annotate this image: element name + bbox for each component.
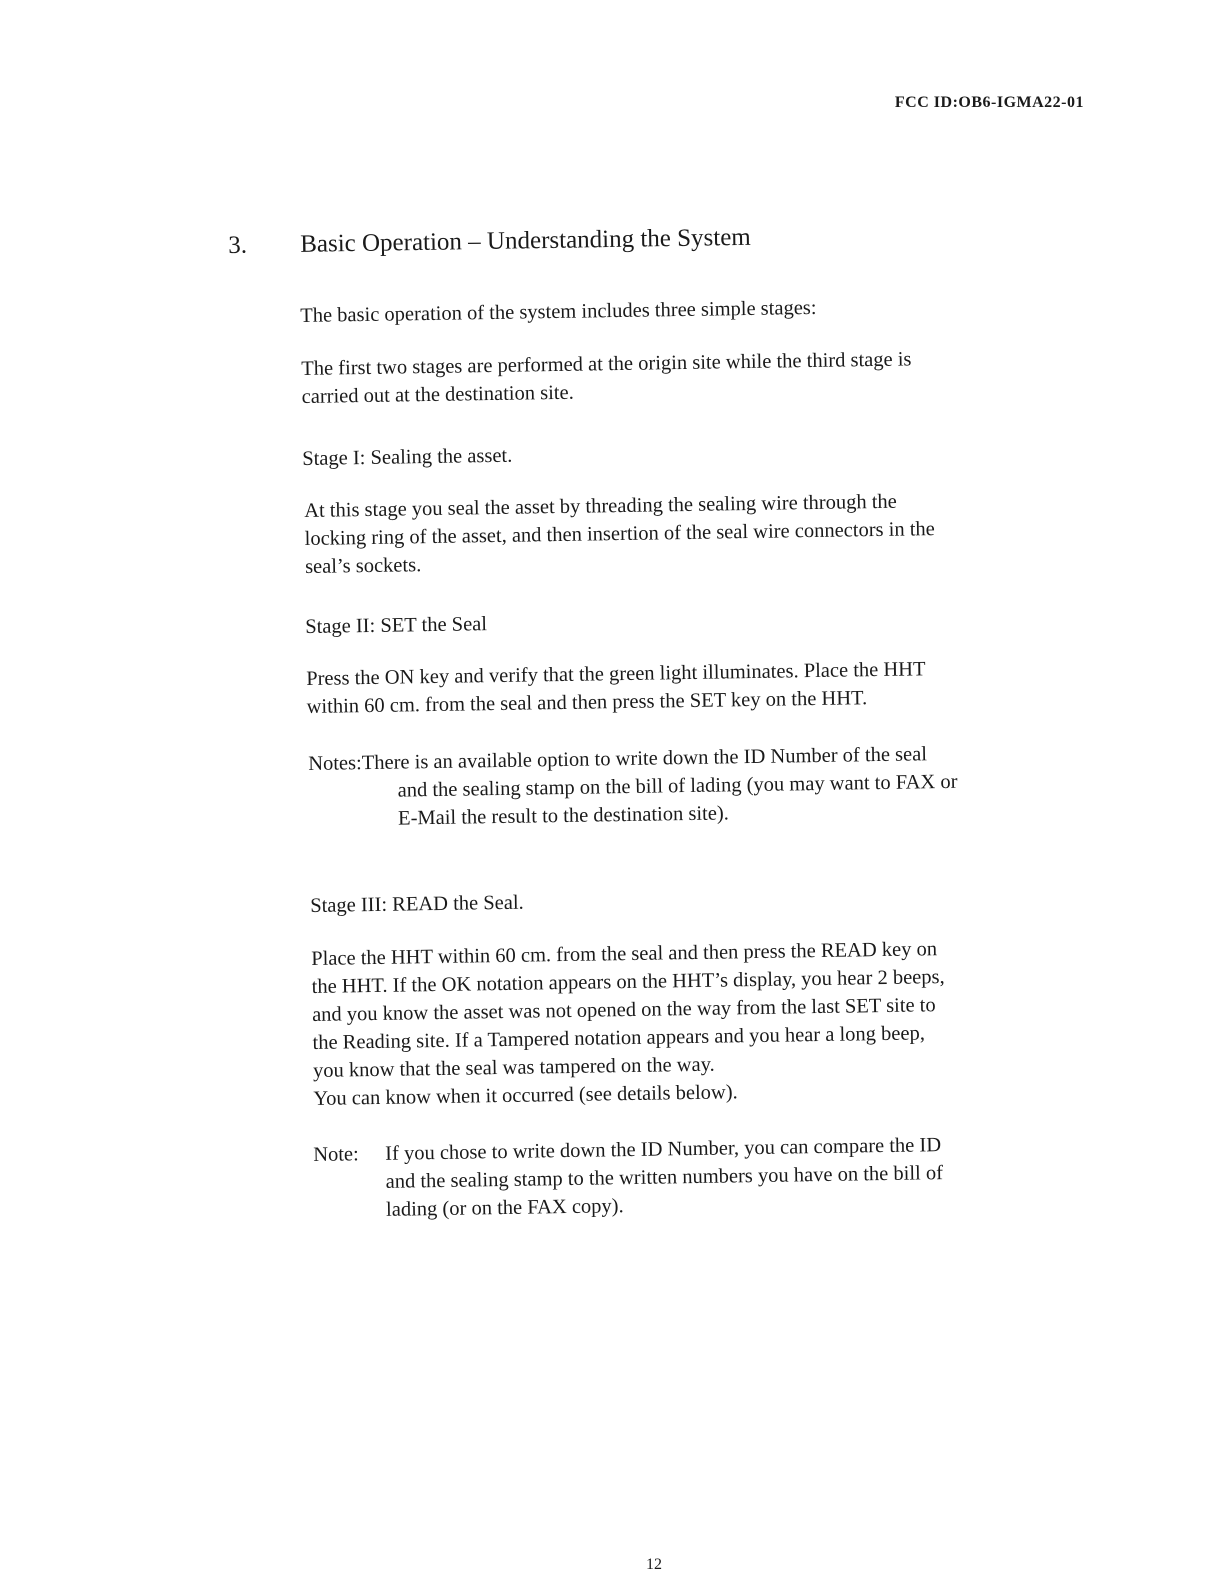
text-line: Stage I: Sealing the asset. (302, 444, 513, 470)
text-line: and the sealing stamp to the written numbers you have on the bill of (385, 1162, 944, 1193)
text-line: and the sealing stamp on the bill of lading (you may want to FAX or (397, 770, 958, 802)
stage2-heading (305, 601, 1045, 641)
text-line: lading (or on the FAX copy). (385, 1195, 624, 1221)
stage1-paragraph (304, 485, 1065, 581)
text-line: The first two stages are performed at the origin site while the third stage is (301, 348, 912, 380)
text-line: The basic operation of the system includes three simple stages: (300, 296, 817, 327)
notes-paragraph (308, 738, 1069, 834)
text-line: You can know when it occurred (see details below). (313, 1081, 738, 1110)
text-line: E-Mail the result to the destination site). (397, 802, 730, 830)
text-line: the Reading site. If a Tampered notation appears and you hear a long beep, (312, 1022, 926, 1054)
fcc-id-header: FCC ID:OB6-IGMA22-01 (894, 94, 1084, 111)
note-label: Note: (313, 1143, 359, 1166)
stage2-paragraph (306, 653, 1067, 721)
text-line: carried out at the destination site. (301, 381, 574, 408)
section-heading (228, 219, 1028, 260)
section-number: 3. (228, 231, 248, 259)
text-line: Stage II: SET the Seal (305, 613, 488, 638)
stages-overview-paragraph (301, 343, 1042, 411)
page-number: 12 (646, 1556, 662, 1573)
text-line: If you chose to write down the ID Number, you can compare the ID (385, 1134, 942, 1165)
stage3-heading (310, 880, 1050, 920)
stage3-paragraph (311, 933, 1074, 1113)
text-line: the HHT. If the OK notation appears on the HHT’s display, you hear 2 beeps, (311, 966, 945, 998)
text-line: seal’s sockets. (304, 554, 422, 578)
text-line: At this stage you seal the asset by threading the sealing wire through the (304, 490, 897, 522)
stage1-heading (302, 433, 1042, 473)
intro-paragraph (300, 290, 1040, 330)
note-text (385, 1129, 1074, 1224)
text-line: locking ring of the asset, and then insertion of the seal wire connectors in the (304, 518, 935, 550)
section-title: Basic Operation – Understanding the System (299, 223, 751, 258)
note-row (313, 1129, 1074, 1225)
text-line: and you know the asset was not opened on the way from the last SET site to (311, 994, 936, 1026)
note-paragraph (313, 1129, 1074, 1225)
text-line: within 60 cm. from the seal and then press the SET key on the HHT. (306, 687, 868, 718)
text-line: you know that the seal was tampered on the way. (312, 1053, 715, 1082)
text-line: Place the HHT within 60 cm. from the seal and then press the READ key on (311, 938, 938, 970)
text-line: Notes:There is an available option to write down the ID Number of the seal (308, 743, 928, 775)
text-line: Stage III: READ the Seal. (310, 891, 524, 917)
text-line: Press the ON key and verify that the green light illuminates. Place the HHT (306, 658, 926, 690)
